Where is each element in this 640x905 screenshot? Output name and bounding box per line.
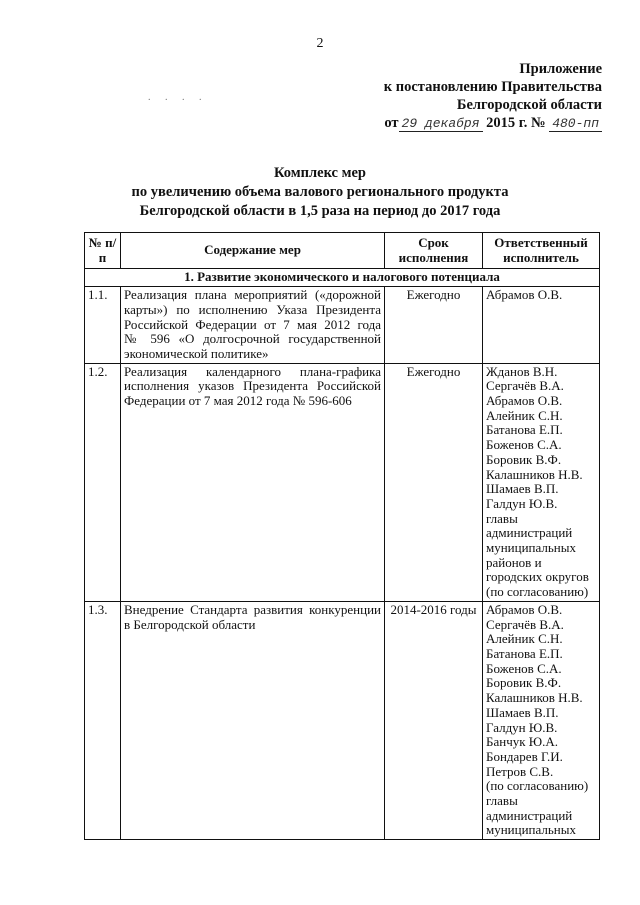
executor-name: Сергачёв В.А. bbox=[486, 616, 564, 632]
row-term: Ежегодно bbox=[385, 363, 483, 601]
table-row bbox=[85, 363, 600, 601]
date-year: 2015 г. № bbox=[486, 115, 546, 131]
executor-name: городских округов bbox=[486, 569, 589, 585]
executor-name: Абрамов О.В. bbox=[486, 393, 563, 409]
row-number: 1.2. bbox=[85, 363, 121, 601]
appendix-title: Приложение bbox=[519, 61, 602, 77]
content-line: исполнения указов Президента Российской bbox=[124, 378, 381, 394]
table-row bbox=[85, 601, 600, 839]
executor-name: (по согласованию) bbox=[486, 778, 589, 794]
date-day-month: 29 декабря bbox=[399, 116, 483, 132]
executor-name: муниципальных bbox=[486, 540, 577, 556]
appendix-date-line bbox=[384, 114, 602, 133]
executor-name: администраций bbox=[486, 807, 573, 823]
executor-name: Бондарев Г.И. bbox=[486, 748, 563, 764]
executor-name: администраций bbox=[486, 525, 573, 541]
executor-name: Батанова Е.П. bbox=[486, 422, 563, 438]
content-line: Федерации от 7 мая 2012 года № 596-606 bbox=[124, 393, 352, 409]
executor-name: Банчук Ю.А. bbox=[486, 734, 559, 750]
executor-name: Абрамов О.В. bbox=[486, 287, 563, 303]
table-row bbox=[85, 287, 600, 364]
content-line: экономической политике» bbox=[124, 345, 269, 361]
executor-name: Шамаев В.П. bbox=[486, 704, 559, 720]
title-line-3: Белгородской области в 1,5 раза на период до 2017 года bbox=[139, 203, 501, 219]
header-num: № п/п bbox=[85, 233, 121, 269]
scan-speckles: . . . . bbox=[148, 92, 208, 103]
doc-number: 480-пп bbox=[549, 116, 602, 132]
executor-name: Галдун Ю.В. bbox=[486, 495, 558, 511]
title-line-1: Комплекс мер bbox=[274, 165, 366, 181]
row-content bbox=[121, 363, 385, 601]
row-term: 2014-2016 годы bbox=[385, 601, 483, 839]
executor-name: Боровик В.Ф. bbox=[486, 675, 562, 691]
row-content bbox=[121, 601, 385, 839]
executor-name: (по согласованию) bbox=[486, 584, 589, 600]
table-header-row bbox=[85, 233, 600, 269]
executor-name: Алейник С.Н. bbox=[486, 407, 563, 423]
header-executor: Ответственный исполнитель bbox=[483, 233, 600, 269]
executor-name: Батанова Е.П. bbox=[486, 645, 563, 661]
content-line: Российской Федерации от 7 мая 2012 года bbox=[124, 316, 381, 332]
executor-name: Калашников Н.В. bbox=[486, 466, 583, 482]
executor-name: главы bbox=[486, 793, 518, 809]
appendix-resolution: к постановлению Правительства bbox=[383, 79, 602, 95]
executor-name: Жданов В.Н. bbox=[486, 363, 558, 379]
title-line-2: по увеличению объема валового регионального продукта bbox=[131, 184, 509, 200]
content-line: Внедрение Стандарта развития конкуренции bbox=[124, 601, 381, 617]
executor-name: Калашников Н.В. bbox=[486, 690, 583, 706]
document-title bbox=[0, 164, 640, 221]
executor-name: Боровик В.Ф. bbox=[486, 451, 562, 467]
date-prefix: от bbox=[384, 115, 399, 131]
executor-name: Шамаев В.П. bbox=[486, 481, 559, 497]
executor-name: Сергачёв В.А. bbox=[486, 378, 564, 394]
executor-name: районов и bbox=[486, 554, 542, 570]
content-line: в Белгородской области bbox=[124, 616, 256, 632]
row-number: 1.3. bbox=[85, 601, 121, 839]
appendix-header bbox=[384, 60, 602, 133]
header-term: Срок исполнения bbox=[385, 233, 483, 269]
row-executors bbox=[483, 363, 600, 601]
executor-name: Боженов С.А. bbox=[486, 437, 562, 453]
appendix-region: Белгородской области bbox=[456, 97, 602, 113]
measures-table bbox=[84, 232, 600, 840]
header-content: Содержание мер bbox=[121, 233, 385, 269]
content-line: Реализация плана мероприятий («дорожной bbox=[124, 287, 381, 303]
content-line: карты») по исполнению Указа Президента bbox=[124, 301, 381, 317]
executor-name: главы bbox=[486, 510, 518, 526]
executor-name: Петров С.В. bbox=[486, 763, 554, 779]
page-number: 2 bbox=[316, 36, 324, 51]
executor-name: Галдун Ю.В. bbox=[486, 719, 558, 735]
section-title: 1. Развитие экономического и налогового потенциала bbox=[85, 269, 600, 287]
executor-name: Алейник С.Н. bbox=[486, 631, 563, 647]
section-row bbox=[85, 269, 600, 287]
executor-name: муниципальных bbox=[486, 822, 577, 838]
executor-name: Абрамов О.В. bbox=[486, 601, 563, 617]
content-line: № 596 «О долгосрочной государственной bbox=[124, 331, 381, 347]
row-number: 1.1. bbox=[85, 287, 121, 364]
row-executors bbox=[483, 601, 600, 839]
content-line: Реализация календарного плана-графика bbox=[124, 363, 381, 379]
row-term: Ежегодно bbox=[385, 287, 483, 364]
executor-name: Боженов С.А. bbox=[486, 660, 562, 676]
row-executors bbox=[483, 287, 600, 364]
row-content bbox=[121, 287, 385, 364]
